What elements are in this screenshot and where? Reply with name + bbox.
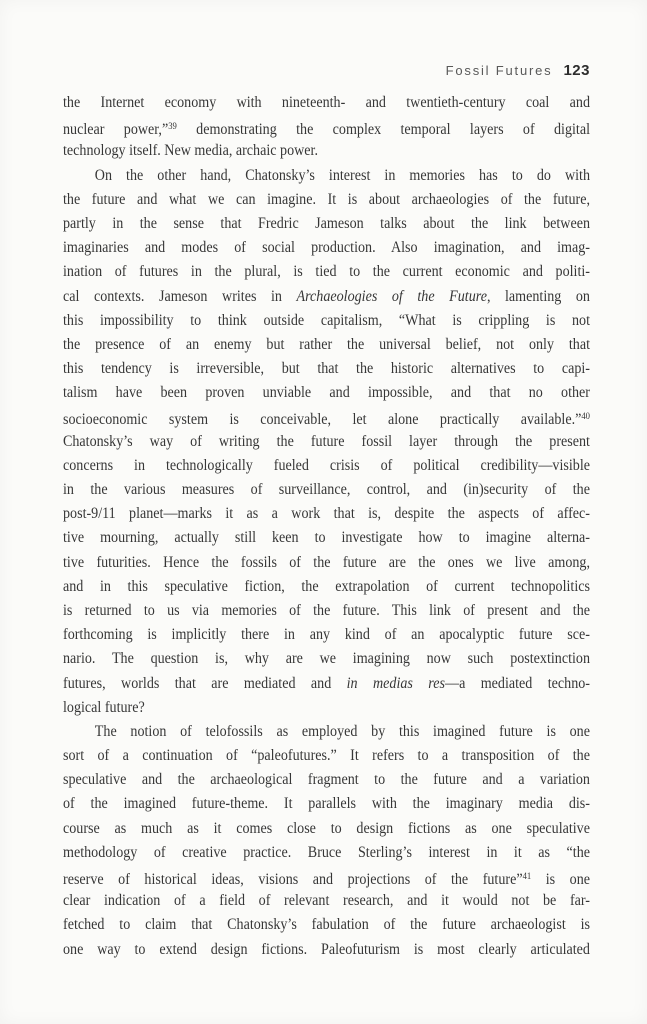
text-line: [63, 938, 590, 962]
text-line: [63, 454, 590, 478]
text-segment: demonstrating the complex temporal layers of digital: [176, 121, 590, 139]
text-line: [63, 599, 590, 623]
text-line: [63, 647, 590, 671]
text-line: [63, 91, 590, 115]
text-segment: —a mediated techno-: [444, 674, 590, 692]
footnote-reference: 39: [168, 122, 177, 133]
text-line: [63, 164, 590, 188]
text-segment: in the various measures of surveillance, control, and (in)security of the: [63, 481, 590, 498]
text-line: [63, 526, 590, 550]
text-segment: imaginaries and modes of social production. Also imagination, and imag-: [63, 239, 590, 257]
text-segment: the future and what we can imagine. It is about archaeologies of the future,: [63, 190, 590, 208]
text-segment: course as much as it comes close to design fictions as one speculative: [63, 819, 590, 837]
text-line: [63, 575, 590, 599]
text-line: [63, 357, 590, 381]
running-title: Fossil Futures: [445, 63, 553, 78]
text-line: [63, 744, 590, 768]
text-segment: tive futurities. Hence the fossils of the future are the ones we live among,: [63, 553, 590, 571]
text-line: [63, 696, 590, 720]
text-line: [63, 188, 590, 212]
text-segment: Chatonsky’s way of writing the future fossil layer through the present: [63, 432, 590, 450]
text-segment: is returned to us via memories of the future. This link of present and the: [63, 601, 590, 619]
text-line: [63, 841, 590, 865]
text-segment: tive mourning, actually still keen to investigate how to imagine alterna-: [63, 529, 590, 547]
text-line: [63, 333, 590, 357]
text-segment: and in this speculative fiction, the extrapolation of current technopolitics: [63, 577, 590, 595]
text-segment: nuclear power,”: [63, 121, 169, 139]
text-line: [63, 478, 590, 502]
text-segment: one way to extend design fictions. Paleofuturism is most clearly articulated: [63, 940, 590, 958]
text-segment: futures, worlds that are mediated and: [63, 674, 347, 692]
text-line: [63, 889, 590, 913]
text-line: [63, 502, 590, 526]
text-segment: concerns in technologically fueled crisis of political credibility—visible: [63, 456, 590, 474]
text-line: [63, 720, 590, 744]
text-segment: On the other hand, Chatonsky’s interest in memories has to do with: [94, 166, 590, 184]
paragraph: [63, 164, 590, 720]
text-segment: technology itself. New media, archaic power.: [63, 142, 318, 160]
text-segment: is one: [531, 871, 590, 888]
paragraph: [63, 720, 590, 962]
text-line: [63, 672, 590, 696]
text-segment: nario. The question is, why are we imagining now such postextinction: [63, 650, 590, 668]
text-segment: socioeconomic system is conceivable, let alone practically available.”: [63, 411, 582, 429]
text-line: [63, 260, 590, 284]
text-line: [63, 212, 590, 236]
text-segment: cal contexts. Jameson writes in: [63, 287, 297, 305]
text-segment: speculative and the archaeological fragment to the future and a variation: [63, 771, 590, 789]
text-line: [63, 115, 590, 139]
text-segment: this tendency is irreversible, but that the historic alternatives to capi-: [63, 360, 590, 378]
text-line: [63, 430, 590, 454]
text-segment: partly in the sense that Fredric Jameson talks about the link between: [63, 214, 590, 232]
text-line: [63, 623, 590, 647]
text-line: [63, 405, 590, 429]
text-segment: clear indication of a field of relevant research, and it would not be far-: [63, 892, 590, 910]
text-segment: fetched to claim that Chatonsky’s fabulation of the future archaeologist is: [63, 916, 590, 934]
text-line: [63, 139, 590, 163]
text-line: [63, 236, 590, 260]
text-segment: the presence of an enemy but rather the universal belief, not only that: [63, 335, 590, 353]
text-segment: Archaeologies of the Future: [296, 287, 487, 305]
footnote-reference: 40: [581, 412, 590, 423]
running-head: [446, 62, 590, 80]
text-segment: post-9/11 planet—marks it as a work that is, despite the aspects of affec-: [63, 505, 590, 523]
footnote-reference: 41: [522, 872, 532, 882]
text-segment: of the imagined future-theme. It parallels with the imaginary media dis-: [63, 795, 590, 813]
text-line: [63, 768, 590, 792]
text-segment: sort of a continuation of “paleofutures.” It refers to a transposition of the: [63, 747, 590, 765]
text-segment: logical future?: [63, 698, 145, 716]
text-line: [63, 285, 590, 309]
page-number: 123: [563, 62, 590, 79]
text-segment: reserve of historical ideas, visions and projections of the future”: [63, 871, 523, 888]
text-segment: in medias res: [346, 674, 445, 692]
text-segment: , lamenting on: [486, 287, 590, 305]
text-segment: The notion of telofossils as employed by this imagined future is one: [94, 722, 590, 740]
text-line: [63, 551, 590, 575]
text-line: [63, 381, 590, 405]
text-line: [63, 817, 590, 841]
text-segment: methodology of creative practice. Bruce Sterling’s interest in it as “the: [63, 843, 590, 861]
paragraph: [63, 91, 590, 164]
text-segment: the Internet economy with nineteenth- and twentieth-century coal and: [63, 94, 590, 111]
text-segment: talism have been proven unviable and impossible, and that no other: [63, 384, 590, 402]
text-line: [63, 865, 590, 889]
text-line: [63, 792, 590, 816]
text-column: [63, 91, 590, 962]
text-line: [63, 309, 590, 333]
text-line: [63, 913, 590, 937]
text-segment: forthcoming is implicitly there in any kind of an apocalyptic future sce-: [63, 626, 590, 644]
text-segment: ination of futures in the plural, is tied to the current economic and politi-: [63, 263, 590, 281]
text-segment: this impossibility to think outside capitalism, “What is crippling is not: [63, 311, 590, 329]
